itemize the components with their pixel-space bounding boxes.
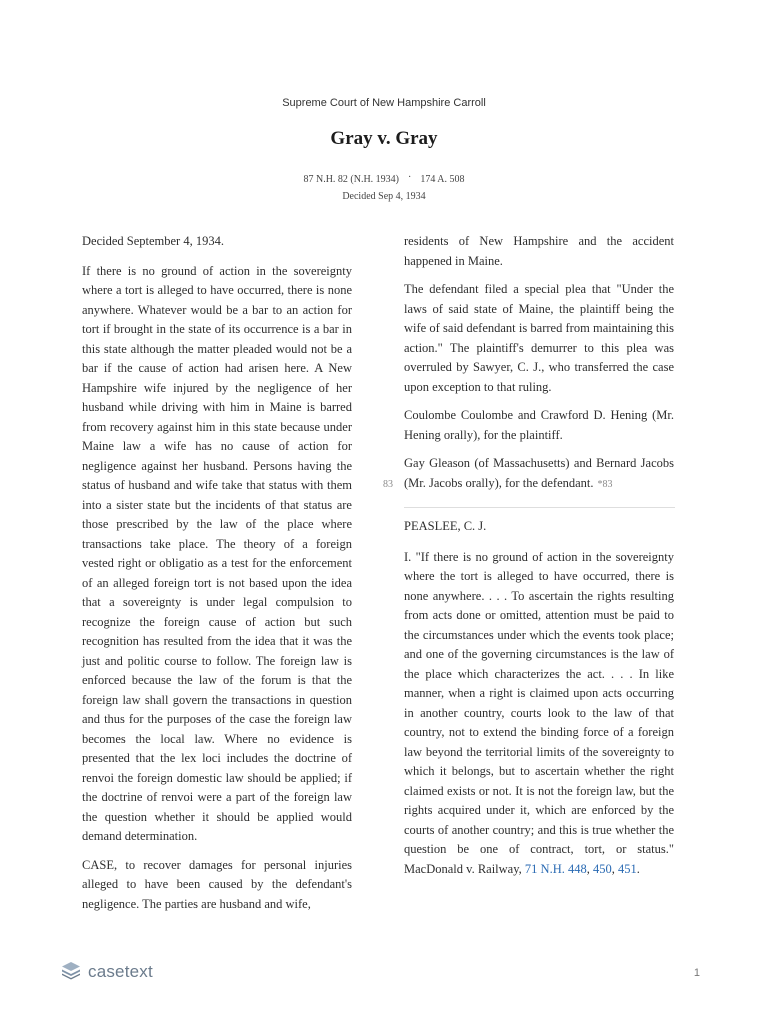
right-column-top <box>404 232 674 503</box>
page-marker-inline: *83 <box>597 478 613 490</box>
page-number: 1 <box>693 967 700 979</box>
logo-wordmark: casetext <box>88 962 153 981</box>
decided-date: Decided Sep 4, 1934 <box>342 191 426 202</box>
period: . <box>636 861 640 876</box>
citation-link-451[interactable]: 451 <box>617 861 637 876</box>
judge-name: PEASLEE, C. J. <box>404 519 487 533</box>
comma-1: , <box>586 861 593 876</box>
right-column-opinion <box>404 517 674 888</box>
opinion-text: I. "If there is no ground of action in the sovereignty where the tort is alleged to have occurred, there is none anywhere. . . . To ascertain the rights resulting from acts done or omitted, attention must be paid to the circumstances under which the events took place; and one of the governing circumstances is the law of the place which characterizes the act. . . . In like manner, when a right is claimed upon acts occurring in another country, courts look to the law of that country, not to extend the binding force of a foreign law beyond the territorial limits of the sovereignty to which it belongs, but to ascertain whether the right claimed exists or not. It is not the foreign law, but the rights acquired under it, which are enforced by the courts of another country; and this is true whether the question be one of contract, tort, or status." MacDonald v. Railway, <box>404 549 674 876</box>
headnote-paragraph: If there is no ground of action in the sovereignty where a tort is alleged to have occurred, there is none anywhere. Whatever would be a bar to an action for tort if brought in the state of its occurrence is a bar in this state although the matter pleaded would not be a bar if the cause of action had arisen here. A New Hampshire wife injured by the negligence of her husband while driving with him in Maine is barred from recovery against him in this state because under Maine law a wife has no cause of action for negligence against her husband. Persons having the status of husband and wife take that status with them into a sister state but the incidents of that status are those prescribed by the law of the place where transactions take place. The theory of a foreign vested right or obligatio as a test for the enforcement of an alleged foreign tort is not based upon the idea that a sovereignty is under legal compulsion to recognize the foreign cause of action but such recognition has resulted from the idea that it was the just and politic course to follow. The foreign law is enforced because the law of the forum is that the foreign law shall govern the transactions in question and thus for the purposes of the case the foreign law becomes the local law. Where no evidence is presented that the lex loci includes the doctrine of renvoi the foreign domestic law should be applied; if the doctrine of renvoi were a part of the foreign law the question whether it should be applied would demand determination. <box>82 263 352 843</box>
comma-2: , <box>611 861 618 876</box>
plaintiff-counsel-paragraph: Coulombe Coulombe and Crawford D. Hening (Mr. Hening orally), for the plaintiff. <box>404 408 674 442</box>
decided-paragraph: Decided September 4, 1934. <box>82 234 224 248</box>
stacked-layers-icon <box>60 959 82 986</box>
opinion-paragraph <box>404 548 674 880</box>
page-marker-margin: 83 <box>383 479 393 490</box>
case-title: Gray v. Gray <box>330 128 438 149</box>
special-plea-paragraph: The defendant filed a special plea that "Under the laws of said state of Maine, the plaintiff being the wife of said defendant is barred from maintaining this action." The plaintiff's demurrer to this plea was overruled by Sawyer, C. J., who transferred the case upon exception to that ruling. <box>404 282 674 394</box>
citation-link-450[interactable]: 450 <box>592 861 612 876</box>
court-name: Supreme Court of New Hampshire Carroll <box>282 97 486 109</box>
citation-link-71-nh-448[interactable]: 71 N.H. 448 <box>524 861 587 876</box>
case-paragraph: CASE, to recover damages for personal injuries alleged to have been caused by the defendant's negligence. The parties are husband and wife, <box>82 857 352 911</box>
citation-atlantic: 174 A. 508 <box>420 174 465 185</box>
defendant-counsel-text: Gay Gleason (of Massachusetts) and Bernard Jacobs (Mr. Jacobs orally), for the defendant. <box>404 456 674 490</box>
defendant-counsel-paragraph <box>404 454 674 494</box>
residents-paragraph: residents of New Hampshire and the accident happened in Maine. <box>404 234 674 268</box>
citation-nh: 87 N.H. 82 (N.H. 1934) <box>303 174 400 185</box>
citation-separator: · <box>408 172 412 183</box>
citation-line <box>0 174 768 185</box>
left-column <box>82 232 352 923</box>
section-divider <box>404 507 675 508</box>
casetext-logo[interactable] <box>60 960 153 984</box>
